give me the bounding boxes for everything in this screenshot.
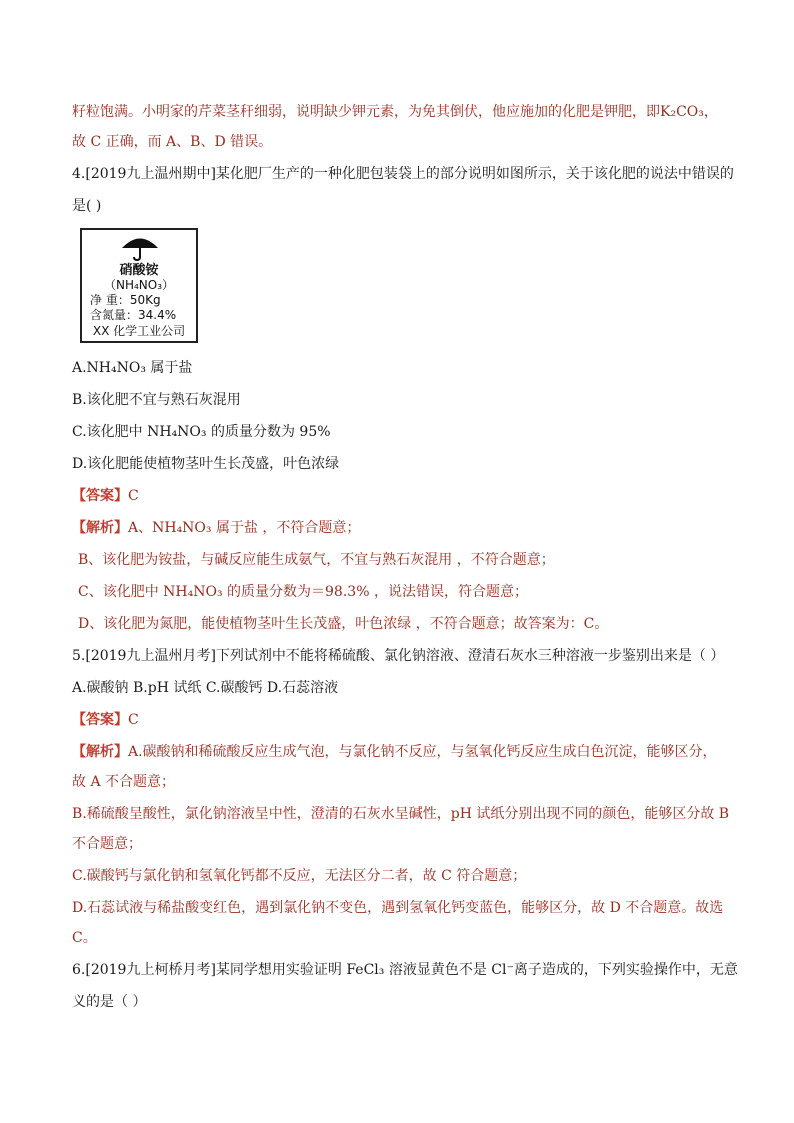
explanation-line: C、该化肥中 NH₄NO₃ 的质量分数为＝98.3% ，说法错误，符合题意； bbox=[78, 584, 528, 600]
fertilizer-label-image bbox=[80, 228, 198, 343]
question-5-options: A.碳酸钠 B.pH 试纸 C.碳酸钙 D.石蕊溶液 bbox=[72, 680, 339, 696]
question-5-stem: 5.[2019九上温州月考]下列试剂中不能将稀硫酸、氯化钠溶液、澄清石灰水三种溶液一步鉴别出来是（ ） bbox=[72, 648, 725, 664]
option-a: A.NH₄NO₃ 属于盐 bbox=[72, 360, 193, 376]
explanation-line: C.碳酸钙与氯化钠和氢氧化钙都不反应，无法区分二者，故 C 符合题意； bbox=[72, 868, 527, 884]
label-net-weight: 净 重：50Kg bbox=[90, 293, 161, 307]
answer-line bbox=[72, 710, 139, 730]
explanation-line: 不合题意； bbox=[72, 836, 142, 852]
question-4-stem: 4.[2019九上温州期中]某化肥厂生产的一种化肥包装袋上的部分说明如图所示，关于该化肥的说法中错误的 bbox=[72, 166, 734, 182]
label-nitrogen-content: 含氮量：34.4% bbox=[90, 308, 177, 322]
answer-value: C bbox=[128, 712, 139, 728]
explanation-line: 故 A 不合题意； bbox=[72, 774, 176, 790]
explanation-line: 籽粒饱满。小明家的芹菜茎秆细弱，说明缺少钾元素，为免其倒伏，他应施加的化肥是钾肥，即K₂CO₃， bbox=[72, 104, 718, 120]
label-formula: （NH₄NO₃） bbox=[103, 278, 175, 292]
explanation-tag: 【解析】 bbox=[72, 520, 128, 536]
answer-tag: 【答案】 bbox=[72, 712, 128, 728]
option-b: B.该化肥不宜与熟石灰混用 bbox=[72, 392, 241, 408]
answer-tag: 【答案】 bbox=[72, 488, 128, 504]
explanation-line: D.石蕊试液与稀盐酸变红色，遇到氯化钠不变色，遇到氢氧化钙变蓝色，能够区分，故 D 不合题意。故选 bbox=[72, 900, 724, 916]
explanation-line: 故 C 正确，而 A、B、D 错误。 bbox=[72, 134, 273, 150]
question-4-stem-cont: 是( ) bbox=[72, 198, 102, 214]
explanation-line: B.稀硫酸呈酸性，氯化钠溶液呈中性，澄清的石灰水呈碱性，pH 试纸分别出现不同的颜色，能够区分故 B bbox=[72, 806, 730, 822]
option-c: C.该化肥中 NH₄NO₃ 的质量分数为 95% bbox=[72, 424, 331, 440]
answer-value: C bbox=[128, 488, 139, 504]
question-6-stem: 6.[2019九上柯桥月考]某同学想用实验证明 FeCl₃ 溶液显黄色不是 Cl⁻离子造成的，下列实验操作中，无意 bbox=[72, 962, 738, 978]
explanation-line: B、该化肥为铵盐，与碱反应能生成氨气，不宜与熟石灰混用 ，不符合题意； bbox=[78, 552, 555, 568]
explanation-line: 【解析】A.碳酸钠和稀硫酸反应生成气泡，与氯化钠不反应，与氢氧化钙反应生成白色沉淀，能够区分， bbox=[72, 744, 717, 760]
explanation-line: C。 bbox=[72, 930, 97, 946]
umbrella-icon bbox=[120, 235, 160, 261]
explanation-line: 【解析】A、NH₄NO₃ 属于盐 ，不符合题意； bbox=[72, 520, 361, 536]
label-company: XX 化学工业公司 bbox=[92, 324, 186, 338]
label-product-name: 硝酸铵 bbox=[119, 263, 159, 278]
answer-line bbox=[72, 486, 139, 506]
question-6-stem-cont: 义的是（ ） bbox=[72, 994, 147, 1010]
explanation-line: D、该化肥为氮肥，能使植物茎叶生长茂盛，叶色浓绿 ，不符合题意；故答案为：C。 bbox=[78, 616, 609, 632]
explanation-tag: 【解析】 bbox=[72, 744, 128, 760]
option-d: D.该化肥能使植物茎叶生长茂盛，叶色浓绿 bbox=[72, 456, 340, 472]
